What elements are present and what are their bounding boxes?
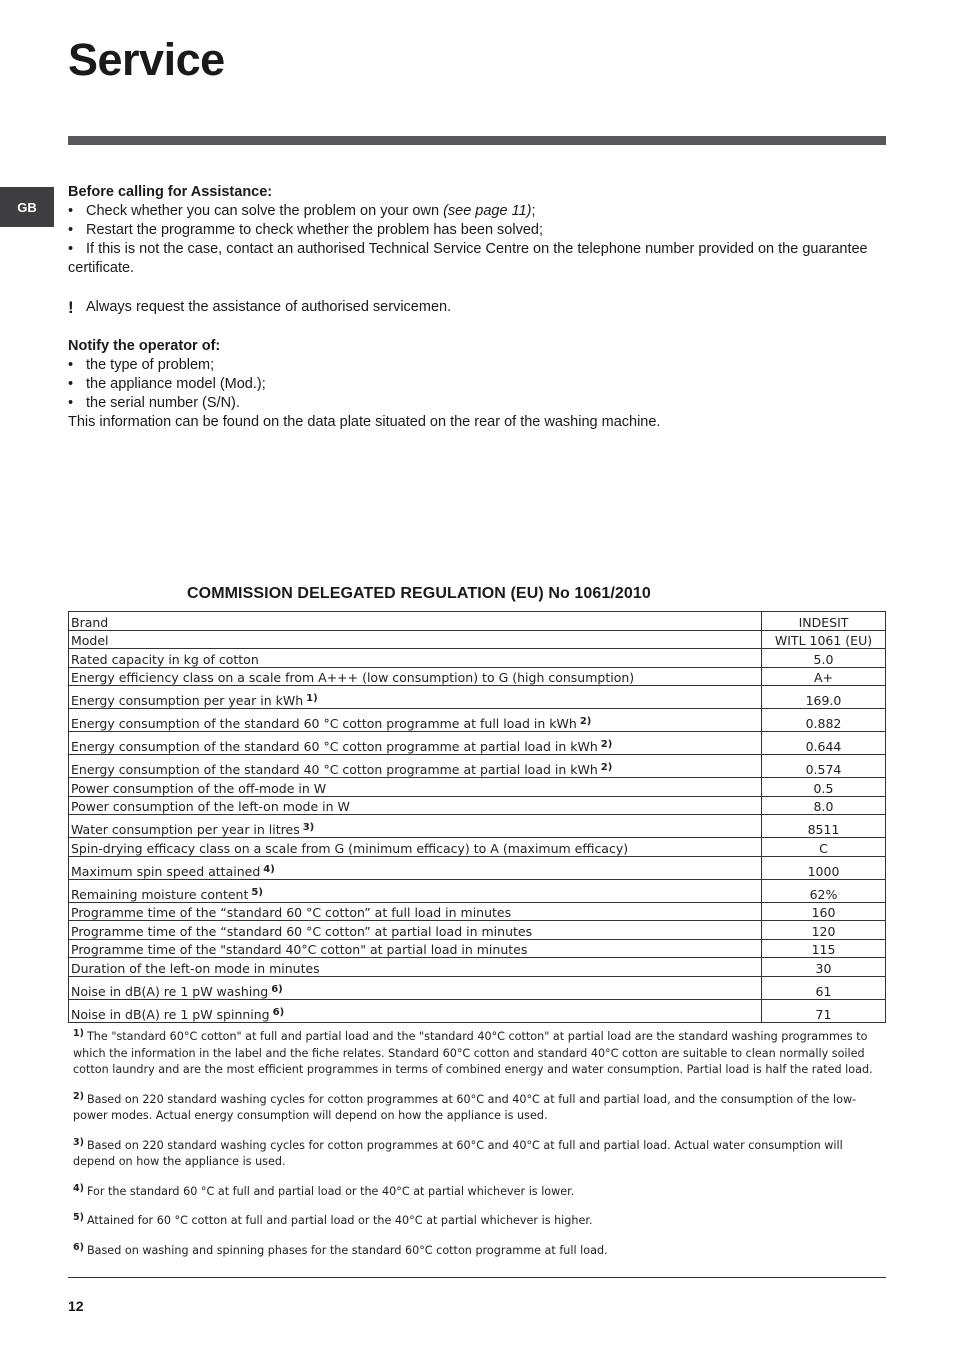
bullet-icon: • <box>68 376 74 392</box>
notify-note: This information can be found on the data plate situated on the rear of the washing machine. <box>68 414 661 430</box>
footnote-ref: 2) <box>600 762 613 773</box>
notify-section <box>68 337 886 432</box>
assistance-item: • Restart the programme to check whether the problem has been solved; <box>68 222 543 238</box>
bullet-icon: • <box>68 203 74 219</box>
notify-heading: Notify the operator of: <box>68 338 221 354</box>
footnote-ref: 1) <box>306 693 318 704</box>
table-row: Programme time of the “standard 60 °C cotton” at partial load in minutes 120 <box>69 921 886 940</box>
header-divider <box>68 136 886 145</box>
footnote: $^{3)}$ Based on 220 standard washing cycles for cotton programmes at 60°C and 40°C at full and partial load. Actual water consumption will depend on how the appliance is used. <box>73 1136 843 1168</box>
table-row: Programme time of the "standard 40°C cotton" at partial load in minutes 115 <box>69 939 886 958</box>
footnote: $^{5)}$ Attained for 60 °C cotton at full and partial load or the 40°C at partial whichever is higher. <box>73 1212 593 1227</box>
footnote-ref: 2) <box>600 739 613 750</box>
bullet-icon: • <box>68 395 74 411</box>
regulation-table <box>68 611 886 1023</box>
page-reference: (see page 11) <box>443 203 532 219</box>
table-row: Noise in dB(A) re 1 pW washing $^{6)}$ 61 <box>69 976 886 999</box>
table-row: Power consumption of the off-mode in W 0.5 <box>69 778 886 797</box>
assistance-heading: Before calling for Assistance: <box>68 184 273 200</box>
footnote: $^{4)}$ For the standard 60 °C at full and partial load or the 40°C at partial whichever is lower. <box>73 1182 575 1198</box>
table-row: Remaining moisture content $^{5)}$ 62% <box>69 879 886 902</box>
notify-item: • the serial number (S/N). <box>68 395 240 411</box>
table-row: Energy consumption of the standard 40 °C cotton programme at partial load in kWh $^{2)}$ 0.574 <box>69 755 886 778</box>
footnote: $^{1)}$ The "standard 60°C cotton" at full and partial load and the "standard 40°C cotton" at partial load are the standard washing programmes to which the information in the label and the fiche relates. Standard 60°C cotton and standard 40°C cotton are suitable to clean normally soiled cotton laundry and are the most efficient programmes in terms of combined energy and water consumption. Partial load is half the rated load. <box>73 1028 873 1076</box>
footer-divider <box>68 1277 886 1278</box>
table-row: Duration of the left-on mode in minutes 30 <box>69 958 886 977</box>
footnote: $^{2)}$ Based on 220 standard washing cycles for cotton programmes at 60°C and 40°C at full and partial load, and the consumption of the low-power modes. Actual energy consumption will depend on how the appliance is used. <box>73 1090 857 1122</box>
warning-icon: ! <box>68 298 74 317</box>
footnote-ref: 6) <box>271 983 283 995</box>
table-row: Water consumption per year in litres $^{3)}$ 8511 <box>69 815 886 838</box>
page-title: Service <box>68 34 225 85</box>
regulation-footnotes <box>73 1029 885 1259</box>
footnote-ref: 5) <box>251 886 263 898</box>
language-tab: GB <box>0 187 54 227</box>
warning-note <box>68 298 886 317</box>
assistance-section <box>68 183 886 278</box>
footnote-ref: 6) <box>272 1006 285 1018</box>
bullet-icon: • <box>68 357 74 373</box>
table-row: Energy efficiency class on a scale from A+++ (low consumption) to G (high consumption) A+ <box>69 667 886 686</box>
bullet-icon: • <box>68 241 74 257</box>
footnote-ref: 3) <box>302 822 315 833</box>
notify-item: • the type of problem; <box>68 357 215 373</box>
table-row: Spin-drying efficacy class on a scale from G (minimum efficacy) to A (maximum efficacy) C <box>69 838 886 857</box>
assistance-item: • Check whether you can solve the problem on your own (see page 11); <box>68 203 536 219</box>
table-row: Noise in dB(A) re 1 pW spinning $^{6)}$ 71 <box>69 999 886 1022</box>
footnote-ref: 4) <box>263 863 275 875</box>
table-row: Rated capacity in kg of cotton 5.0 <box>69 649 886 668</box>
regulation-title: COMMISSION DELEGATED REGULATION (EU) No 1061/2010 <box>187 585 651 602</box>
notify-item: • the appliance model (Mod.); <box>68 376 266 392</box>
footnote-ref: 2) <box>579 716 592 727</box>
table-row: Brand INDESIT <box>69 612 886 631</box>
table-row: Energy consumption per year in kWh $^{1)}$ 169.0 <box>69 686 886 709</box>
table-row: Maximum spin speed attained $^{4)}$ 1000 <box>69 856 886 879</box>
bullet-icon: • <box>68 222 74 238</box>
footnote: $^{6)}$ Based on washing and spinning phases for the standard 60°C cotton programme at full load. <box>73 1241 608 1257</box>
assistance-item: • If this is not the case, contact an authorised Technical Service Centre on the telephone number provided on the guarantee certificate. <box>68 241 868 276</box>
table-row: Energy consumption of the standard 60 °C cotton programme at full load in kWh $^{2)}$ 0.882 <box>69 709 886 732</box>
table-row: Power consumption of the left-on mode in W 8.0 <box>69 796 886 815</box>
page-number: 12 <box>68 1298 84 1314</box>
table-row: Energy consumption of the standard 60 °C cotton programme at partial load in kWh $^{2)}$ 0.644 <box>69 732 886 755</box>
table-row: Model WITL 1061 (EU) <box>69 630 886 649</box>
table-row: Programme time of the “standard 60 °C cotton” at full load in minutes 160 <box>69 902 886 921</box>
warning-text: Always request the assistance of authorised servicemen. <box>86 299 452 315</box>
